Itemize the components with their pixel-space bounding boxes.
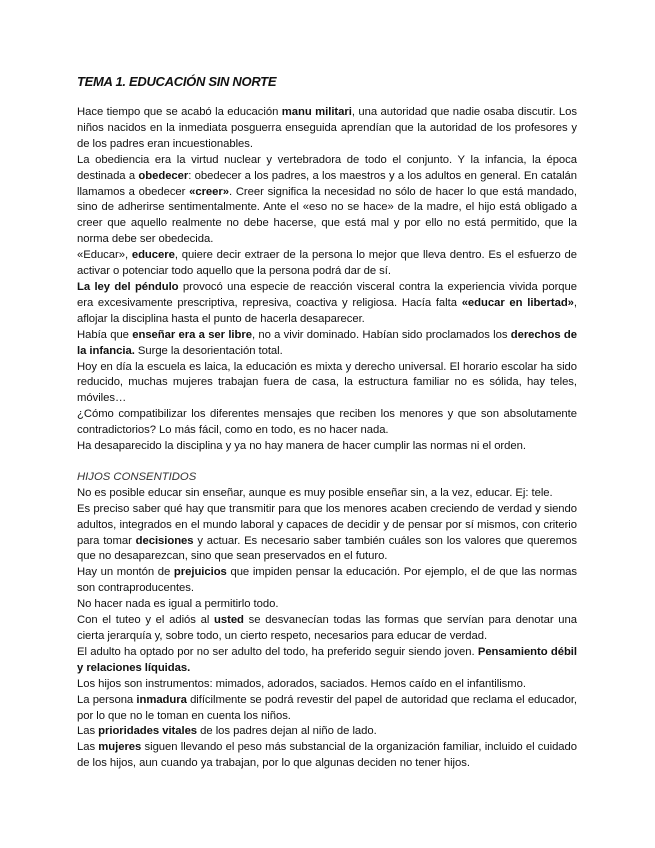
paragraph xyxy=(77,740,577,772)
paragraph xyxy=(77,613,577,645)
text-run: , no a vivir dominado. Habían sido proclamados los xyxy=(251,328,511,341)
bold-text: «educar en libertad» xyxy=(461,296,574,309)
text-run: , aflojar la disciplina hasta el punto de hacerla desaparecer. xyxy=(77,296,577,325)
text-run: ¿Cómo compatibilizar los diferentes mensajes que reciben los menores y que son absolutamente contradictorios? Lo más fácil, como en todo, es no hacer nada. xyxy=(77,408,577,437)
paragraph xyxy=(77,645,577,677)
bold-text: La ley del péndulo xyxy=(77,280,179,293)
text-run: , una autoridad que nadie osaba discutir. Los niños nacidos en la inmediata posguerra enseguida aprendían que la autoridad de los profesores y de los padres eran incuestionables. xyxy=(77,106,577,150)
paragraph xyxy=(77,328,577,360)
intro-section xyxy=(77,105,577,455)
text-run: difícilmente se podrá revestir del papel de autoridad que reclama el educador, por lo que no le toman en cuenta los niños. xyxy=(77,693,577,722)
text-run: siguen llevando el peso más substancial de la organización familiar, incluido el cuidado de los hijos, aun cuando ya trabajan, por lo que algunas deciden no tener hijos. xyxy=(77,741,577,770)
text-run: No es posible educar sin enseñar, aunque es muy posible enseñar sin, a la vez, educar. Ej: tele. xyxy=(77,486,553,499)
bold-text: usted xyxy=(214,614,244,627)
text-run: No hacer nada es igual a permitirlo todo. xyxy=(77,598,279,611)
text-run: provocó una especie de reacción visceral contra la experiencia vivida porque era excesivamente prescriptiva, represiva, coactiva y religiosa. Hacía falta xyxy=(77,280,577,309)
bold-text: obedecer xyxy=(138,169,189,182)
text-run: Con el tuteo y el adiós al xyxy=(77,614,215,627)
bold-text: enseñar era a ser libre xyxy=(132,328,252,341)
text-run: Surge la desorientación total. xyxy=(134,344,283,357)
paragraph xyxy=(77,360,577,408)
paragraph xyxy=(77,407,577,439)
hijos-consentidos-section xyxy=(77,486,577,772)
bold-text: manu militari xyxy=(281,106,352,118)
paragraph xyxy=(77,439,577,455)
text-run: Hay un montón de xyxy=(77,566,174,579)
text-run: Los hijos son instrumentos: mimados, adorados, saciados. Hemos caído en el infantilismo. xyxy=(77,677,526,690)
text-run: de los padres dejan al niño de lado. xyxy=(197,725,377,738)
section-heading: HIJOS CONSENTIDOS xyxy=(77,470,197,483)
paragraph xyxy=(77,486,577,502)
paragraph xyxy=(77,677,577,693)
bold-text: educere xyxy=(131,249,175,262)
bold-text: prioridades vitales xyxy=(98,725,198,738)
text-run: , quiere decir extraer de la persona lo mejor que lleva dentro. Es el esfuerzo de activar o potenciar todo aquello que la persona podrá dar de sí. xyxy=(77,249,577,278)
paragraph xyxy=(77,693,577,725)
bold-text: «creer» xyxy=(189,185,229,198)
paragraph xyxy=(77,280,577,328)
paragraph xyxy=(77,502,577,566)
text-run: : obedecer a los padres, a los maestros y a los adultos en general. En catalán llamamos a obedecer xyxy=(77,169,577,198)
document-title: TEMA 1. EDUCACIÓN SIN NORTE xyxy=(77,74,277,89)
text-run: . Creer significa la necesidad no sólo de hacer lo que está mandado, sino de adherirse sentimentalmente. Ante el «eso no se hace» de la madre, el hijo está obligado a creer que aquello realmente no debe hacerse, que está mal y por ello no está permitido, que la norma debe ser obedecida. xyxy=(77,185,577,246)
paragraph xyxy=(77,153,577,248)
bold-text: prejuicios xyxy=(173,566,227,579)
bold-text: Pensamiento débil y relaciones líquidas. xyxy=(77,645,577,674)
text-run: Las xyxy=(77,725,99,738)
bold-text: derechos de la infancia. xyxy=(77,328,577,357)
paragraph xyxy=(77,105,577,153)
text-run: «Educar», xyxy=(77,249,132,262)
text-run: y actuar. Es necesario saber también cuáles son los valores que queremos que no desaparezcan, sino que sean preservados en el futuro. xyxy=(77,534,577,563)
text-run: Las xyxy=(77,741,99,754)
text-run: que impiden pensar la educación. Por ejemplo, el de que las normas son contraproducentes. xyxy=(77,566,578,595)
text-run: La persona xyxy=(77,693,137,706)
paragraph xyxy=(77,565,577,597)
text-run: se desvanecían todas las formas que servían para denotar una cierta jerarquía y, sobre todo, un cierto respeto, necesarios para educar de verdad. xyxy=(77,614,577,642)
text-run: Ha desaparecido la disciplina y ya no hay manera de hacer cumplir las normas ni el orden. xyxy=(77,440,526,453)
paragraph xyxy=(77,724,577,740)
paragraph xyxy=(77,248,577,280)
text-run: Había que xyxy=(77,328,133,341)
text-run: Hoy en día la escuela es laica, la educación es mixta y derecho universal. El horario escolar ha sido reducido, muchas mujeres trabajan fuera de casa, la estructura familiar no es sólida, hay teles, móviles… xyxy=(77,360,577,405)
text-run: Hace tiempo que se acabó la educación xyxy=(77,106,282,118)
paragraph xyxy=(77,597,577,613)
bold-text: inmadura xyxy=(136,693,187,706)
text-run: La obediencia era la virtud nuclear y vertebradora de todo el conjunto. Y la infancia, la época destinada a xyxy=(77,153,577,182)
text-run: Es preciso saber qué hay que transmitir para que los menores acaben creciendo de verdad y siendo adultos, integrados en el mundo laboral y capaces de decidir y de pensar por sí mismos, con criterio para tomar xyxy=(77,502,577,547)
text-run: El adulto ha optado por no ser adulto del todo, ha preferido seguir siendo joven. xyxy=(77,645,478,658)
bold-text: decisiones xyxy=(135,534,194,547)
bold-text: mujeres xyxy=(98,741,142,754)
